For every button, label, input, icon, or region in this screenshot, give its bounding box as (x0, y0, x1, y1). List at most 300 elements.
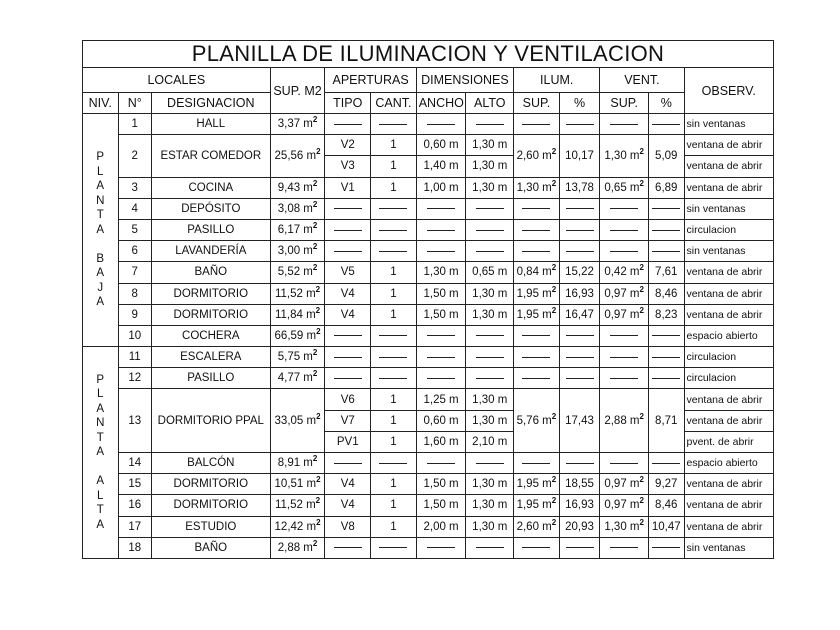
area-value: 3,00 m (277, 245, 313, 258)
observation: espacio abierto (684, 453, 774, 474)
row-number: 2 (118, 135, 151, 177)
row-number: 10 (118, 325, 151, 346)
header-tipo: TIPO (325, 93, 371, 114)
room-name: DORMITORIO (151, 304, 270, 325)
opening-width: 1,30 m (416, 262, 466, 283)
opening-height (466, 219, 514, 240)
area-exponent: 2 (312, 221, 318, 231)
empty-dash (610, 230, 638, 231)
area-value: 5,75 m (277, 351, 313, 364)
opening-count: 1 (371, 410, 417, 431)
empty-dash (652, 251, 680, 252)
header-designacion: DESIGNACION (151, 93, 270, 114)
area-cell (270, 368, 325, 389)
observation: ventana de abrir (684, 135, 774, 156)
header-ancho: ANCHO (416, 93, 466, 114)
opening-count (371, 198, 417, 219)
empty-dash (334, 547, 362, 548)
opening-count: 1 (371, 516, 417, 537)
opening-height: 1,30 m (466, 283, 514, 304)
area-value: 9,43 m (277, 181, 313, 194)
empty-dash (652, 124, 680, 125)
observation: sin ventanas (684, 198, 774, 219)
empty-dash (566, 124, 594, 125)
empty-dash (427, 335, 455, 336)
vent-area (600, 453, 649, 474)
empty-dash (379, 335, 407, 336)
opening-type (325, 347, 371, 368)
area-cell (270, 389, 325, 453)
sheet-title: PLANILLA DE ILUMINACION Y VENTILACION (83, 41, 774, 68)
vent-area: 0,42 $m^2$ (600, 262, 649, 283)
opening-height: 1,30 m (466, 410, 514, 431)
opening-count: 1 (371, 177, 417, 198)
area-cell (270, 304, 325, 325)
level-letter: A (96, 518, 105, 531)
empty-dash (427, 208, 455, 209)
opening-type: V7 (325, 410, 371, 431)
ilum-percent (559, 347, 600, 368)
empty-dash (379, 230, 407, 231)
empty-dash (427, 230, 455, 231)
vent-area: 1,30 $m^2$ (600, 516, 649, 537)
observation: sin ventanas (684, 241, 774, 262)
vent-percent (649, 537, 685, 558)
level-letter: T (96, 504, 104, 517)
empty-dash (427, 357, 455, 358)
observation: ventana de abrir (684, 389, 774, 410)
level-letter: A (96, 475, 105, 488)
vent-percent (649, 198, 685, 219)
observation: ventana de abrir (684, 410, 774, 431)
row-number: 8 (118, 283, 151, 304)
row-number: 11 (118, 347, 151, 368)
opening-type (325, 114, 371, 135)
empty-dash (379, 251, 407, 252)
area-exponent: 2 (316, 475, 321, 485)
opening-type: V8 (325, 516, 371, 537)
level-letter: A (96, 296, 105, 309)
room-name: DORMITORIO (151, 495, 270, 516)
area-value: 4,77 m (277, 372, 313, 385)
table-row (83, 389, 774, 410)
opening-count: 1 (371, 389, 417, 410)
level-letter: L (97, 388, 104, 401)
opening-count (371, 219, 417, 240)
opening-count (371, 325, 417, 346)
opening-width: 1,50 m (416, 474, 466, 495)
area-exponent: 2 (639, 305, 644, 315)
table-row (83, 177, 774, 198)
empty-dash (610, 251, 638, 252)
vent-area: 2,88 $m^2$ (600, 389, 649, 453)
ilum-percent: 18,55 (559, 474, 600, 495)
row-number: 6 (118, 241, 151, 262)
observation: ventana de abrir (684, 177, 774, 198)
opening-type: V4 (325, 304, 371, 325)
header-sup-m2: SUP. M2 (270, 68, 325, 114)
opening-height: 1,30 m (466, 389, 514, 410)
empty-dash (566, 378, 594, 379)
opening-width (416, 114, 466, 135)
area-exponent: 2 (639, 147, 644, 157)
vent-area (600, 198, 649, 219)
empty-dash (334, 335, 362, 336)
area-value: 6,17 m (277, 224, 313, 237)
observation: sin ventanas (684, 114, 774, 135)
vent-percent: 7,61 (649, 262, 685, 283)
opening-width (416, 198, 466, 219)
ilum-area (514, 368, 560, 389)
opening-width (416, 241, 466, 262)
vent-area (600, 241, 649, 262)
header-dimensiones: DIMENSIONES (416, 68, 513, 93)
empty-dash (610, 378, 638, 379)
opening-width (416, 537, 466, 558)
level-letter (85, 460, 116, 475)
opening-height: 1,30 m (466, 135, 514, 156)
empty-dash (379, 547, 407, 548)
room-name: BAÑO (151, 537, 270, 558)
observation: circulacion (684, 219, 774, 240)
empty-dash (610, 547, 638, 548)
row-number: 12 (118, 368, 151, 389)
vent-percent: 6,89 (649, 177, 685, 198)
level-letter: T (96, 431, 104, 444)
vent-percent (649, 114, 685, 135)
empty-dash (522, 251, 550, 252)
area-cell (270, 177, 325, 198)
area-exponent: 2 (639, 178, 644, 188)
ilum-area: 1,95 $m^2$ (514, 474, 560, 495)
vent-percent: 8,46 (649, 495, 685, 516)
area-value: 10,51 m (274, 478, 317, 491)
ilum-area (514, 198, 560, 219)
ilum-area: 1,95 $m^2$ (514, 283, 560, 304)
opening-type (325, 453, 371, 474)
table-row (83, 114, 774, 135)
opening-count: 1 (371, 474, 417, 495)
opening-count (371, 241, 417, 262)
opening-type: V4 (325, 495, 371, 516)
table-row (83, 453, 774, 474)
vent-area (600, 219, 649, 240)
table-row (83, 537, 774, 558)
area-exponent: 2 (551, 496, 557, 506)
room-name: BALCÓN (151, 453, 270, 474)
level-letter: P (96, 373, 105, 386)
opening-height (466, 537, 514, 558)
lighting-ventilation-table (82, 40, 774, 559)
area-exponent: 2 (315, 496, 321, 506)
area-exponent: 2 (551, 178, 557, 188)
level-letter: A (96, 402, 105, 415)
level-letter: N (96, 417, 105, 430)
area-exponent: 2 (316, 147, 321, 157)
empty-dash (522, 208, 550, 209)
opening-width: 1,40 m (416, 156, 466, 177)
area-value: 12,42 m (274, 520, 317, 533)
empty-dash (566, 208, 594, 209)
opening-height: 1,30 m (466, 474, 514, 495)
opening-width (416, 325, 466, 346)
opening-height: 0,65 m (466, 262, 514, 283)
area-value: 11,84 m (274, 308, 316, 321)
observation: circulacion (684, 368, 774, 389)
area-exponent: 2 (316, 517, 321, 527)
area-exponent: 2 (312, 454, 318, 464)
row-number: 9 (118, 304, 151, 325)
ilum-area (514, 537, 560, 558)
opening-height: 1,30 m (466, 156, 514, 177)
level-letter: A (96, 223, 105, 236)
empty-dash (427, 463, 455, 464)
header-alto: ALTO (466, 93, 514, 114)
observation: pvent. de abrir (684, 431, 774, 452)
empty-dash (334, 124, 362, 125)
ilum-percent: 10,17 (559, 135, 600, 177)
opening-width (416, 453, 466, 474)
ilum-area: 1,95 $m^2$ (514, 495, 560, 516)
empty-dash (476, 230, 504, 231)
room-name: COCINA (151, 177, 270, 198)
ilum-percent (559, 198, 600, 219)
opening-width (416, 368, 466, 389)
opening-height: 1,30 m (466, 177, 514, 198)
vent-area: 0,97 $m^2$ (600, 474, 649, 495)
opening-height (466, 453, 514, 474)
opening-width: 1,60 m (416, 431, 466, 452)
opening-width (416, 347, 466, 368)
opening-type: V6 (325, 389, 371, 410)
ilum-area (514, 114, 560, 135)
area-exponent: 2 (312, 242, 318, 252)
row-number: 15 (118, 474, 151, 495)
empty-dash (610, 208, 638, 209)
vent-percent (649, 325, 685, 346)
observation: ventana de abrir (684, 516, 774, 537)
observation: ventana de abrir (684, 262, 774, 283)
vent-area: 0,97 $m^2$ (600, 495, 649, 516)
header-num: N° (118, 93, 151, 114)
row-number: 7 (118, 262, 151, 283)
empty-dash (522, 357, 550, 358)
empty-dash (476, 208, 504, 209)
opening-height: 1,30 m (466, 516, 514, 537)
empty-dash (427, 251, 455, 252)
opening-height (466, 325, 514, 346)
opening-height (466, 368, 514, 389)
level-letter: J (97, 281, 104, 294)
area-exponent: 2 (639, 263, 644, 273)
area-exponent: 2 (315, 284, 321, 294)
empty-dash (610, 357, 638, 358)
area-cell (270, 347, 325, 368)
empty-dash (566, 335, 594, 336)
empty-dash (566, 547, 594, 548)
empty-dash (652, 463, 680, 464)
vent-area (600, 537, 649, 558)
opening-type: PV1 (325, 431, 371, 452)
area-cell (270, 516, 325, 537)
area-exponent: 2 (312, 178, 318, 188)
vent-percent: 8,23 (649, 304, 685, 325)
empty-dash (652, 547, 680, 548)
room-name: ESTAR COMEDOR (151, 135, 270, 177)
area-value: 25,56 m (274, 149, 317, 162)
opening-width: 1,50 m (416, 283, 466, 304)
level-letter: A (96, 267, 105, 280)
table-row (83, 368, 774, 389)
ilum-area (514, 453, 560, 474)
ilum-percent (559, 368, 600, 389)
empty-dash (610, 335, 638, 336)
row-number: 1 (118, 114, 151, 135)
empty-dash (427, 124, 455, 125)
area-value: 2,88 m (277, 541, 313, 554)
opening-type: V4 (325, 474, 371, 495)
area-exponent: 2 (312, 348, 318, 358)
room-name: COCHERA (151, 325, 270, 346)
table-row (83, 241, 774, 262)
header-ilum: ILUM. (514, 68, 600, 93)
empty-dash (427, 378, 455, 379)
opening-width: 1,50 m (416, 304, 466, 325)
empty-dash (334, 230, 362, 231)
area-exponent: 2 (315, 305, 321, 315)
ilum-percent: 16,47 (559, 304, 600, 325)
empty-dash (652, 335, 680, 336)
ilum-percent: 17,43 (559, 389, 600, 453)
vent-percent: 8,46 (649, 283, 685, 304)
empty-dash (379, 357, 407, 358)
area-value: 3,08 m (277, 202, 313, 215)
ilum-area (514, 219, 560, 240)
area-cell (270, 283, 325, 304)
row-number: 3 (118, 177, 151, 198)
table-row (83, 495, 774, 516)
area-cell (270, 474, 325, 495)
opening-width: 1,50 m (416, 495, 466, 516)
ilum-percent: 16,93 (559, 283, 600, 304)
opening-height (466, 198, 514, 219)
level-letter: A (96, 446, 105, 459)
area-exponent: 2 (639, 496, 644, 506)
vent-percent: 5,09 (649, 135, 685, 177)
header-aperturas: APERTURAS (325, 68, 416, 93)
row-number: 5 (118, 219, 151, 240)
header-vent-pct: % (649, 93, 685, 114)
empty-dash (522, 547, 550, 548)
empty-dash (379, 208, 407, 209)
area-value: 3,37 m (277, 118, 313, 131)
empty-dash (566, 357, 594, 358)
ilum-percent: 20,93 (559, 516, 600, 537)
room-name: HALL (151, 114, 270, 135)
area-exponent: 2 (551, 517, 557, 527)
ilum-area: 2,60 $m^2$ (514, 516, 560, 537)
vent-percent: 10,47 (649, 516, 685, 537)
room-name: PASILLO (151, 368, 270, 389)
room-name: BAÑO (151, 262, 270, 283)
room-name: DEPÓSITO (151, 198, 270, 219)
vent-area: 0,65 $m^2$ (600, 177, 649, 198)
opening-type: V4 (325, 283, 371, 304)
empty-dash (334, 357, 362, 358)
opening-type: V5 (325, 262, 371, 283)
area-value: 11,52 m (274, 287, 316, 300)
empty-dash (566, 463, 594, 464)
level-planta-alta (83, 347, 119, 559)
level-letter: L (97, 165, 104, 178)
vent-area: 1,30 $m^2$ (600, 135, 649, 177)
observation: ventana de abrir (684, 474, 774, 495)
table-row (83, 325, 774, 346)
header-observ: OBSERV. (684, 68, 774, 114)
opening-count: 1 (371, 304, 417, 325)
level-letter (85, 237, 116, 252)
empty-dash (379, 124, 407, 125)
row-number: 18 (118, 537, 151, 558)
vent-area (600, 347, 649, 368)
opening-count (371, 453, 417, 474)
table-row (83, 283, 774, 304)
level-letter: B (96, 252, 105, 265)
room-name: ESTUDIO (151, 516, 270, 537)
empty-dash (334, 251, 362, 252)
area-exponent: 2 (639, 411, 644, 421)
ilum-percent (559, 241, 600, 262)
empty-dash (566, 230, 594, 231)
header-vent: VENT. (600, 68, 684, 93)
opening-count (371, 347, 417, 368)
room-name: DORMITORIO (151, 474, 270, 495)
opening-count (371, 537, 417, 558)
empty-dash (476, 463, 504, 464)
area-exponent: 2 (551, 305, 557, 315)
vent-percent: 8,71 (649, 389, 685, 453)
level-letter: L (97, 489, 104, 502)
ilum-percent: 13,78 (559, 177, 600, 198)
opening-type (325, 198, 371, 219)
table-row (83, 516, 774, 537)
area-exponent: 2 (639, 517, 644, 527)
table-row (83, 474, 774, 495)
area-exponent: 2 (312, 263, 318, 273)
area-value: 11,52 m (274, 499, 316, 512)
observation: sin ventanas (684, 537, 774, 558)
area-cell (270, 325, 325, 346)
area-exponent: 2 (316, 327, 321, 337)
area-value: 66,59 m (274, 329, 317, 342)
area-cell (270, 453, 325, 474)
ilum-area (514, 241, 560, 262)
area-cell (270, 537, 325, 558)
observation: circulacion (684, 347, 774, 368)
opening-type: V3 (325, 156, 371, 177)
opening-width: 2,00 m (416, 516, 466, 537)
level-letter: N (96, 194, 105, 207)
empty-dash (427, 547, 455, 548)
ilum-percent: 16,93 (559, 495, 600, 516)
empty-dash (522, 378, 550, 379)
opening-width (416, 219, 466, 240)
area-exponent: 2 (312, 369, 318, 379)
room-name: LAVANDERÍA (151, 241, 270, 262)
observation: ventana de abrir (684, 283, 774, 304)
opening-height (466, 347, 514, 368)
opening-count: 1 (371, 156, 417, 177)
